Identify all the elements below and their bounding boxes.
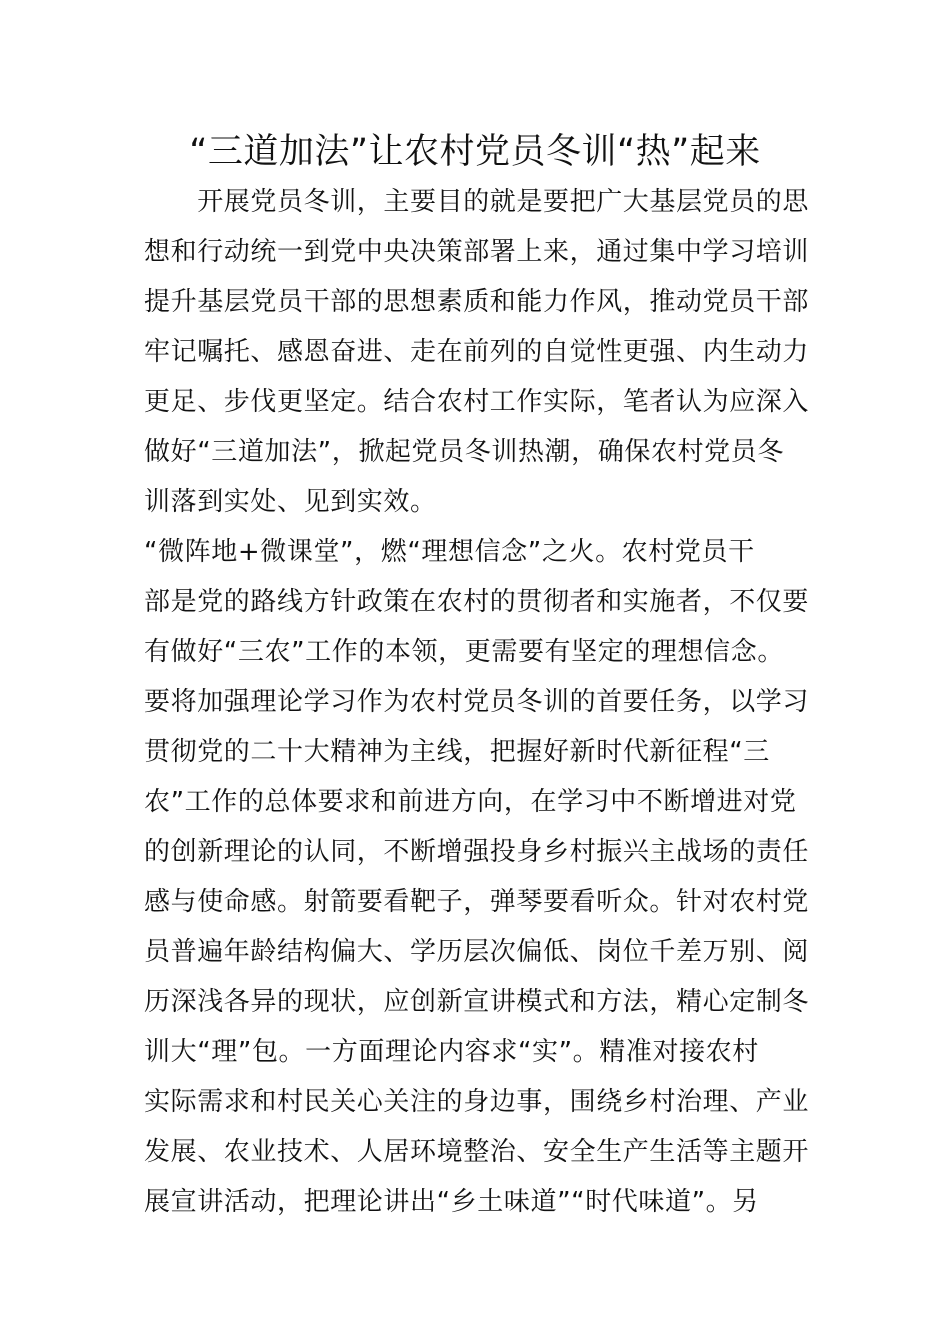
text-line: 想和行动统一到党中央决策部署上来，通过集中学习培训 (144, 237, 810, 267)
text-line: 有做好“三农”工作的本领，更需要有坚定的理想信念。 (144, 637, 784, 667)
document-body (144, 177, 814, 1227)
text-line: 发展、农业技术、人居环境整治、安全生产生活等主题开 (144, 1137, 810, 1167)
text-line: 员普遍年龄结构偏大、学历层次偏低、岗位千差万别、阅 (144, 937, 810, 967)
text-line: 感与使命感。射箭要看靶子，弹琴要看听众。针对农村党 (144, 887, 810, 917)
text-line: 展宣讲活动，把理论讲出“乡土味道”“时代味道”。另 (144, 1187, 759, 1217)
document-title: “三道加法”让农村党员冬训“热”起来 (189, 132, 761, 172)
text-line: 开展党员冬训，主要目的就是要把广大基层党员的思 (144, 187, 810, 217)
text-line: 贯彻党的二十大精神为主线，把握好新时代新征程“三 (144, 737, 770, 767)
text-line: 提升基层党员干部的思想素质和能力作风，推动党员干部 (144, 287, 810, 317)
text-line: 农”工作的总体要求和前进方向，在学习中不断增进对党 (144, 787, 797, 817)
text-line: 部是党的路线方针政策在农村的贯彻者和实施者，不仅要 (144, 587, 810, 617)
text-line: 做好“三道加法”，掀起党员冬训热潮，确保农村党员冬 (144, 437, 784, 467)
text-line: 训落到实处、见到实效。 (144, 487, 437, 517)
text-line: 训大“理”包。一方面理论内容求“实”。精准对接农村 (144, 1037, 759, 1067)
text-line: 更足、步伐更坚定。结合农村工作实际，笔者认为应深入 (144, 387, 810, 417)
text-line: 牢记嘱托、感恩奋进、走在前列的自觉性更强、内生动力 (144, 337, 810, 367)
text-line: “微阵地+微课堂”，燃“理想信念”之火。农村党员干 (144, 537, 755, 567)
text-line: 历深浅各异的现状，应创新宣讲模式和方法，精心定制冬 (144, 987, 810, 1017)
text-line: 要将加强理论学习作为农村党员冬训的首要任务，以学习 (144, 687, 810, 717)
text-line: 的创新理论的认同，不断增强投身乡村振兴主战场的责任 (144, 837, 810, 867)
text-line: 实际需求和村民关心关注的身边事，围绕乡村治理、产业 (144, 1087, 810, 1117)
